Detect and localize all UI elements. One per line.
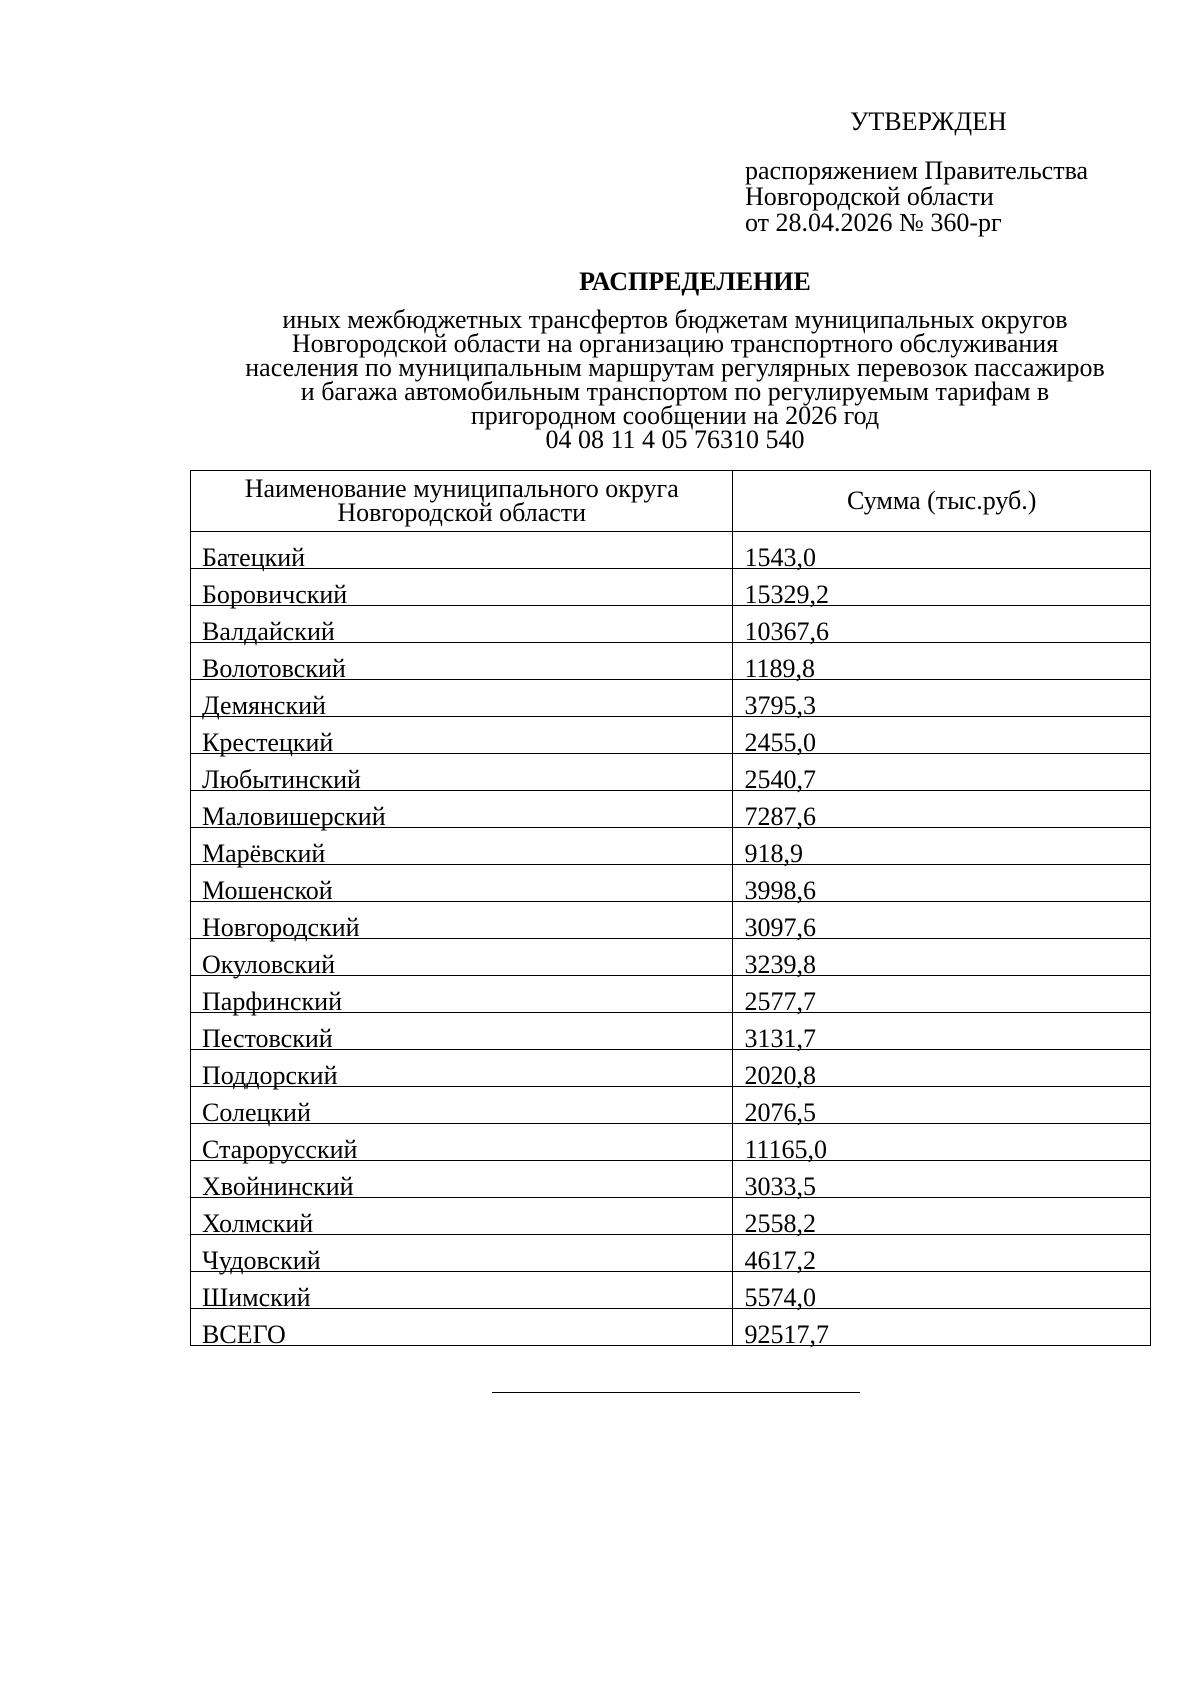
district-name-cell [191, 754, 733, 794]
district-name-cell [191, 1013, 733, 1053]
document-heading [180, 268, 1170, 452]
amount-cell [733, 569, 1151, 609]
district-name: Окуловский [202, 950, 335, 979]
amount-cell [733, 606, 1151, 646]
column-header-amount-label: Сумма (тыс.руб.) [847, 486, 1037, 515]
column-header-district-line-1: Наименование муниципального округа [244, 474, 679, 503]
district-name: Чудовский [202, 1246, 321, 1275]
approval-line-2: Новгородской области [745, 182, 994, 211]
amount-cell [733, 532, 1151, 572]
table-header-row [191, 471, 1151, 532]
district-name-cell [191, 1087, 733, 1127]
district-name: Мошенской [202, 876, 333, 905]
subtitle-line: и багажа автомобильным транспортом по регулируемым тарифам в [300, 377, 1050, 406]
amount-value: 3795,3 [744, 691, 816, 720]
approval-line-1: распоряжением Правительства [745, 156, 1089, 185]
district-name-cell [191, 902, 733, 942]
table-row [191, 902, 1151, 939]
district-name-cell [191, 606, 733, 646]
amount-value: 918,9 [744, 839, 803, 868]
district-name-cell [191, 680, 733, 720]
district-name-cell [191, 1050, 733, 1090]
distribution-table [190, 470, 1151, 1349]
amount-cell [733, 902, 1151, 942]
district-name: Парфинский [202, 987, 342, 1016]
table-row [191, 865, 1151, 902]
amount-cell [733, 976, 1151, 1016]
amount-cell [733, 1124, 1151, 1164]
amount-cell [733, 1272, 1151, 1312]
district-name-cell [191, 1124, 733, 1164]
amount-cell [733, 1198, 1151, 1238]
district-name-cell [191, 569, 733, 609]
district-name: Демянский [202, 691, 326, 720]
amount-value: 3239,8 [744, 950, 816, 979]
subtitle-line: пригородном сообщении на 2026 год [470, 401, 880, 430]
district-name: Любытинский [202, 765, 361, 794]
district-name: Батецкий [202, 543, 306, 572]
district-name-cell [191, 828, 733, 868]
table-row [191, 1124, 1151, 1161]
amount-value: 2076,5 [744, 1098, 816, 1127]
district-name: Поддорский [202, 1061, 338, 1090]
table-row [191, 569, 1151, 606]
table-row [191, 1161, 1151, 1198]
amount-cell [733, 828, 1151, 868]
amount-value: 2020,8 [744, 1061, 816, 1090]
district-name: Крестецкий [202, 728, 334, 757]
approved-heading: УТВЕРЖДЕН [850, 107, 1007, 136]
table-row [191, 717, 1151, 754]
table-row [191, 939, 1151, 976]
table-row [191, 976, 1151, 1013]
column-header-amount [733, 471, 1151, 532]
district-name-cell [191, 643, 733, 683]
district-name-cell [191, 1235, 733, 1275]
amount-value: 3998,6 [744, 876, 816, 905]
approval-stamp [745, 108, 1165, 236]
district-name-cell [191, 1161, 733, 1201]
amount-cell [733, 1050, 1151, 1090]
column-header-district-line-2: Новгородской области [337, 498, 587, 527]
table-row [191, 532, 1151, 569]
table-row [191, 1272, 1151, 1309]
table-row [191, 680, 1151, 717]
amount-cell [733, 680, 1151, 720]
district-name: Валдайский [202, 617, 335, 646]
amount-cell [733, 717, 1151, 757]
amount-value: 2455,0 [744, 728, 816, 757]
column-header-district [191, 471, 733, 532]
district-name-cell [191, 976, 733, 1016]
district-name-cell [191, 939, 733, 979]
district-name: Новгородский [202, 913, 360, 942]
amount-cell [733, 1235, 1151, 1275]
table-row [191, 1235, 1151, 1272]
amount-cell [733, 754, 1151, 794]
table-row [191, 1013, 1151, 1050]
amount-cell [733, 1087, 1151, 1127]
amount-value: 1543,0 [744, 543, 816, 572]
district-name: Шимский [202, 1283, 311, 1312]
district-name: Волотовский [202, 654, 346, 683]
amount-value: 2540,7 [744, 765, 816, 794]
amount-value: 11165,0 [744, 1135, 828, 1164]
table-row-total [191, 1309, 1151, 1346]
amount-value: 4617,2 [744, 1246, 816, 1275]
amount-cell [733, 1309, 1151, 1349]
approval-line-3: от 28.04.2026 № 360-рг [745, 208, 1002, 237]
district-name-cell [191, 791, 733, 831]
amount-value: 2558,2 [744, 1209, 816, 1238]
end-of-document-rule [492, 1392, 860, 1393]
amount-value: 7287,6 [744, 802, 816, 831]
district-name: Солецкий [202, 1098, 311, 1127]
district-name: Хвойнинский [202, 1172, 354, 1201]
district-name-cell [191, 865, 733, 905]
table-row [191, 791, 1151, 828]
table-row [191, 828, 1151, 865]
amount-value: 2577,7 [744, 987, 816, 1016]
table-row [191, 606, 1151, 643]
table-row [191, 1087, 1151, 1124]
amount-cell [733, 791, 1151, 831]
subtitle-line: иных межбюджетных трансфертов бюджетам муниципальных округов [282, 305, 1068, 334]
amount-cell [733, 865, 1151, 905]
district-name-cell [191, 1309, 733, 1349]
amount-value: 5574,0 [744, 1283, 816, 1312]
amount-value: 3097,6 [744, 913, 816, 942]
amount-cell [733, 939, 1151, 979]
amount-cell [733, 1161, 1151, 1201]
district-name: Марёвский [202, 839, 326, 868]
table-body [191, 532, 1151, 1349]
table-row [191, 754, 1151, 791]
amount-value: 15329,2 [744, 580, 829, 609]
district-name: Холмский [202, 1209, 314, 1238]
district-name: Боровичский [202, 580, 348, 609]
district-name-cell [191, 717, 733, 757]
district-name: Старорусский [202, 1135, 358, 1164]
district-name-cell [191, 532, 733, 572]
table-row [191, 1050, 1151, 1087]
district-name-cell [191, 1272, 733, 1312]
subtitle-line: населения по муниципальным маршрутам регулярных перевозок пассажиров [245, 353, 1105, 382]
table-row [191, 1198, 1151, 1235]
district-name: Пестовский [202, 1024, 333, 1053]
table-row [191, 643, 1151, 680]
subtitle-line: Новгородской области на организацию транспортного обслуживания [291, 329, 1059, 358]
amount-value: 1189,8 [744, 654, 816, 683]
amount-value: 10367,6 [744, 617, 829, 646]
amount-value: 92517,7 [744, 1320, 829, 1349]
district-name-cell [191, 1198, 733, 1238]
district-name: Маловишерский [202, 802, 386, 831]
amount-value: 3131,7 [744, 1024, 816, 1053]
district-name: ВСЕГО [202, 1320, 286, 1349]
document-title: РАСПРЕДЕЛЕНИЕ [579, 267, 811, 296]
amount-cell [733, 643, 1151, 683]
amount-cell [733, 1013, 1151, 1053]
amount-value: 3033,5 [744, 1172, 816, 1201]
budget-code: 04 08 11 4 05 76310 540 [545, 425, 805, 454]
